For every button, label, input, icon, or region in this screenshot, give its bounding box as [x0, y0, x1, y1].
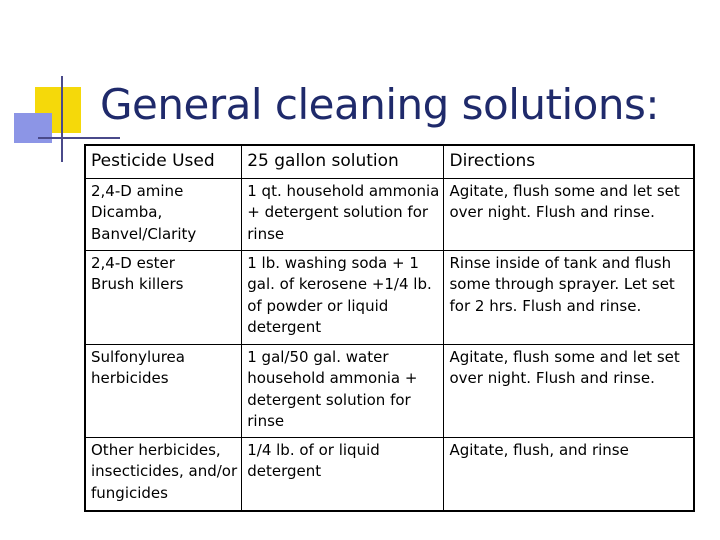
pesticide-line: Other herbicides, insecticides, and/or fungicides [91, 440, 238, 502]
header-pesticide-used: Pesticide Used [85, 145, 242, 178]
pesticide-line: 2,4-D amine [91, 181, 184, 200]
solution-cell: 1 lb. washing soda + 1 gal. of kerosene +1/4 lb. of powder or liquid detergent [242, 250, 444, 344]
decorative-vertical-line [61, 76, 63, 162]
solution-cell: 1/4 lb. of or liquid detergent [242, 437, 444, 511]
directions-cell: Agitate, flush some and let set over night. Flush and rinse. [444, 344, 694, 437]
pesticide-cell [85, 250, 242, 344]
pesticide-cell [85, 178, 242, 250]
solution-cell: 1 gal/50 gal. water household ammonia + detergent solution for rinse [242, 344, 444, 437]
pesticide-cell [85, 344, 242, 437]
table-row [85, 437, 694, 511]
slide-title: General cleaning solutions: [100, 80, 659, 129]
pesticide-line: 2,4-D ester [91, 253, 175, 272]
directions-cell: Agitate, flush, and rinse [444, 437, 694, 511]
directions-cell: Rinse inside of tank and flush some through sprayer. Let set for 2 hrs. Flush and rinse. [444, 250, 694, 344]
pesticide-line: Banvel/Clarity [91, 224, 197, 243]
pesticide-line: Dicamba, [91, 203, 163, 221]
header-25-gallon-solution: 25 gallon solution [242, 145, 444, 178]
pesticide-line: Sulfonylurea herbicides [91, 347, 185, 387]
decorative-horizontal-line [38, 137, 120, 139]
table-row [85, 178, 694, 250]
pesticide-line: Brush killers [91, 275, 184, 293]
directions-cell: Agitate, flush some and let set over night. Flush and rinse. [444, 178, 694, 250]
solution-cell: 1 qt. household ammonia + detergent solution for rinse [242, 178, 444, 250]
header-directions: Directions [444, 145, 694, 178]
table-header-row [85, 145, 694, 178]
pesticide-cell [85, 437, 242, 511]
table-row [85, 344, 694, 437]
table-row [85, 250, 694, 344]
cleaning-solutions-table [84, 144, 695, 512]
